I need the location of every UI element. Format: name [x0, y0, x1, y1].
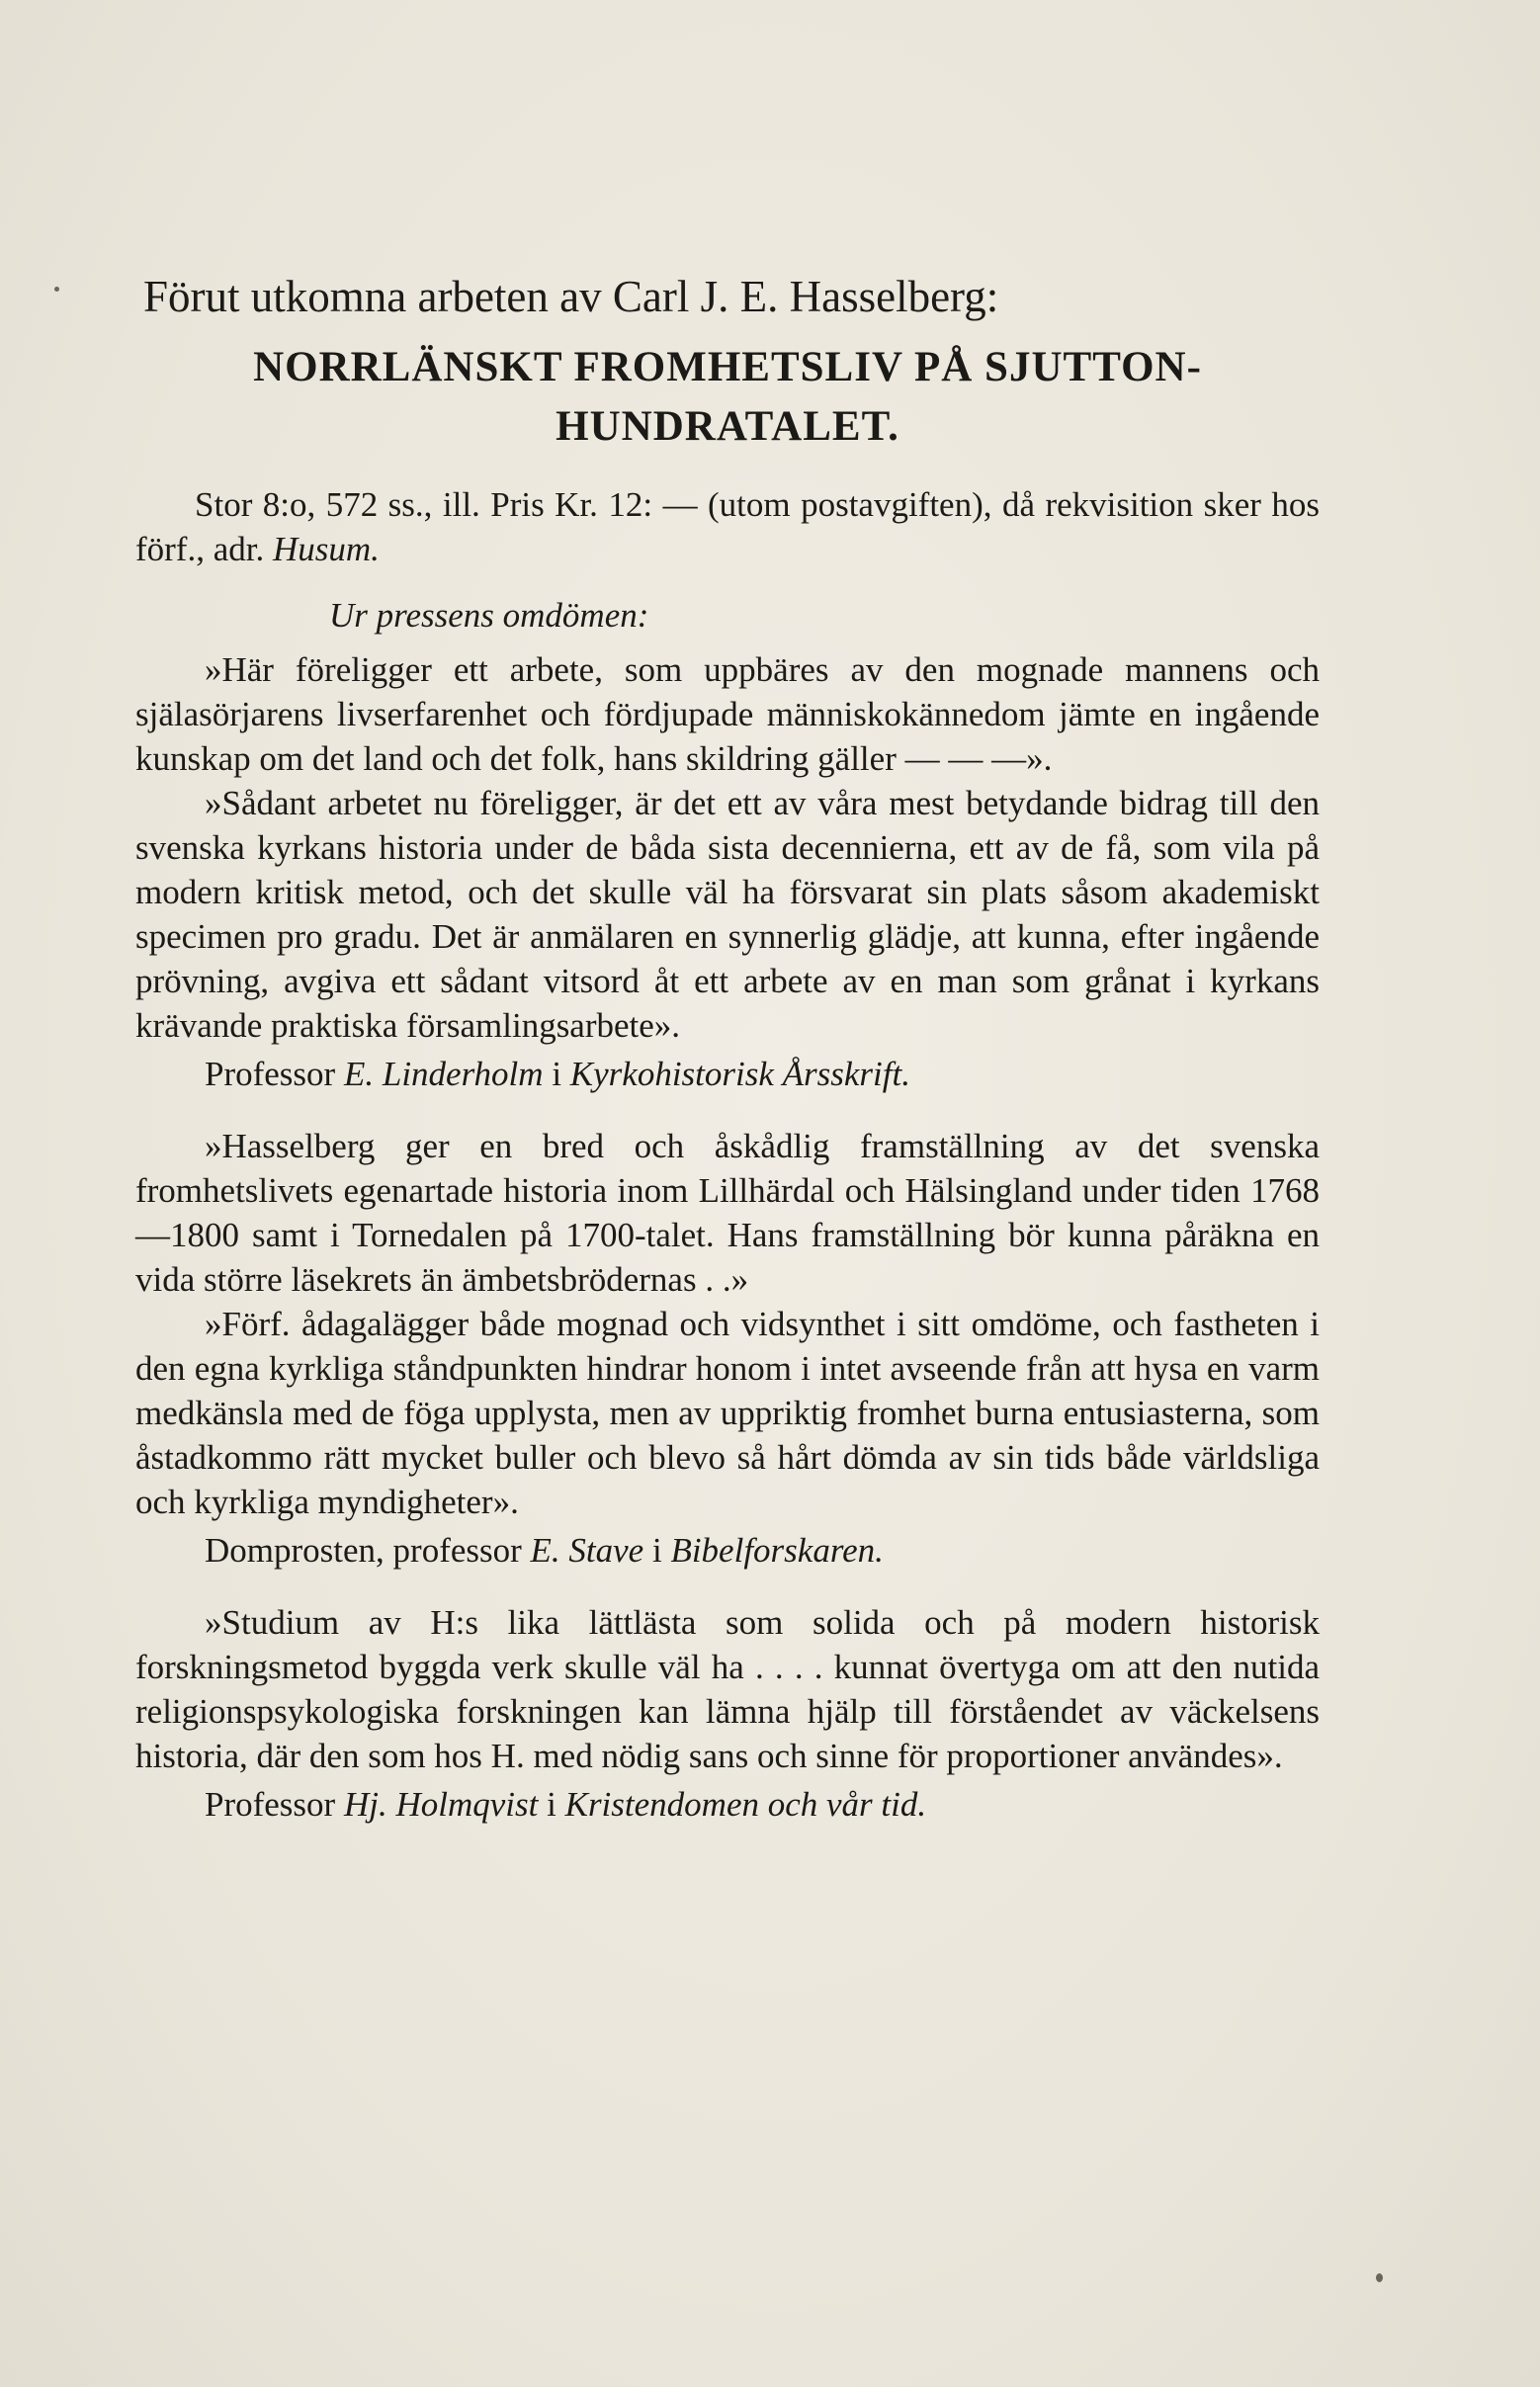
review-attribution [205, 1528, 1320, 1573]
review-quote: »Sådant arbetet nu föreligger, är det ett av våra mest betydande bidrag till den svenska kyrkans historia under de båda sista decennierna, ett av de få, som vila på modern kritisk metod, och det skulle väl ha försvarat sin plats såsom akademiskt specimen pro gradu. Det är anmälaren en synnerlig glädje, att kunna, efter ingående prövning, avgiva ett sådant vitsord åt ett arbete av en man som grånat i kyrkans krävande praktiska församlingsarbete». [135, 784, 1320, 1045]
review-attribution [205, 1052, 1320, 1096]
review-quote: »Här föreligger ett arbete, som uppbäres av den mognade mannens och själasörjarens livserfarenhet och fördjupade människokännedom jämte en ingående kunskap om det land och det folk, hans skildring gäller — — —». [135, 650, 1320, 778]
details-place: Husum. [272, 530, 380, 568]
paper-speck [1376, 2273, 1383, 2282]
review-holmqvist [135, 1600, 1320, 1827]
page-content [135, 269, 1320, 1827]
attribution-prefix: Professor [205, 1785, 344, 1824]
attribution-prefix: Domprosten, professor [205, 1531, 531, 1570]
attribution-in: i [543, 1055, 570, 1093]
page-heading: Förut utkomna arbeten av Carl J. E. Hasselberg: [143, 272, 999, 321]
book-title-line-2: HUNDRATALET. [556, 403, 899, 450]
attribution-name: E. Linderholm [343, 1055, 544, 1093]
publication-details [135, 482, 1320, 571]
review-quote: »Studium av H:s lika lättlästa som solida och på modern historisk forskningsmetod byggda verk skulle väl ha . . . . kunnat övertyga om att den nutida religionspsykologiska forskningen kan lämna hjälp till förståendet av väckelsens historia, där den som hos H. med nödig sans och sinne för proportioner användes». [135, 1603, 1320, 1775]
attribution-name: E. Stave [530, 1531, 644, 1570]
review-quote: »Hasselberg ger en bred och åskådlig framställning av det svenska fromhetslivets egenartade historia inom Lillhärdal och Hälsingland under tiden 1768—1800 samt i Tornedalen på 1700-talet. Hans framställning bör kunna påräkna en vida större läsekrets än ämbetsbrödernas . .» [135, 1127, 1320, 1299]
review-linderholm [135, 647, 1320, 1096]
attribution-name: Hj. Holmqvist [343, 1785, 539, 1824]
review-quote: »Förf. ådagalägger både mognad och vidsynthet i sitt omdöme, och fastheten i den egna kyrkliga ståndpunkten hindrar honom i intet avseende från att hysa en varm medkänsla med de föga upplysta, men av uppriktig fromhet burna entusiasterna, som åstadkommo rätt mycket buller och blevo så hårt dömda av sin tids både världsliga och kyrkliga myndigheter». [135, 1305, 1320, 1521]
book-title-line-1: NORRLÄNSKT FROMHETSLIV PÅ SJUTTON- [253, 344, 1202, 390]
attribution-source: Bibelforskaren. [670, 1531, 884, 1570]
attribution-in: i [643, 1531, 671, 1570]
attribution-in: i [538, 1785, 565, 1824]
review-attribution [205, 1782, 1320, 1827]
attribution-source: Kristendomen och vår tid. [564, 1785, 927, 1824]
attribution-source: Kyrkohistorisk Årsskrift. [569, 1055, 910, 1093]
attribution-prefix: Professor [205, 1055, 344, 1093]
review-stave [135, 1124, 1320, 1573]
details-text: Stor 8:o, 572 ss., ill. Pris Kr. 12: — (utom postavgiften), då rekvisition sker hos förf., adr. [135, 485, 1320, 568]
book-title [135, 338, 1320, 457]
reviews-label: Ur pressens omdömen: [329, 596, 649, 635]
paper-speck [54, 287, 59, 292]
